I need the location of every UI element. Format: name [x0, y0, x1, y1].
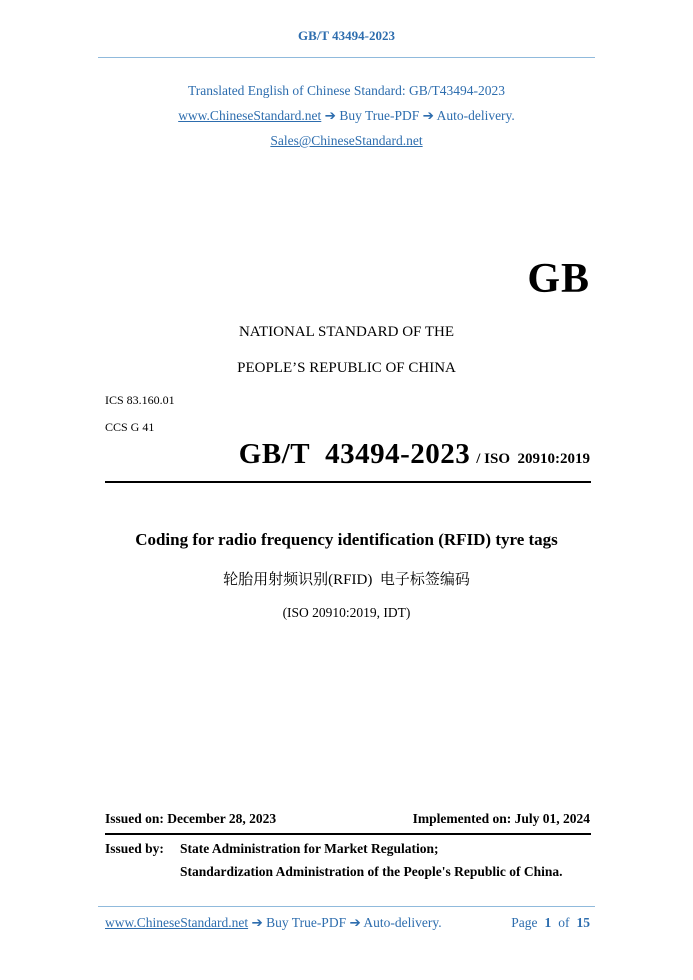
standard-number-main: GB/T 43494-2023 — [238, 438, 471, 470]
iso-idt-note: (ISO 20910:2019, IDT) — [282, 605, 411, 620]
email-link[interactable]: Sales@ChineseStandard.net — [270, 133, 423, 148]
of-label: of — [558, 915, 570, 930]
standard-number — [239, 438, 590, 471]
implemented-on-date: Implemented on: July 01, 2024 — [412, 811, 590, 826]
standard-number-underline — [105, 481, 591, 483]
footer-site-link[interactable]: www.ChineseStandard.net — [105, 915, 249, 930]
national-standard-line2: PEOPLE’S REPUBLIC OF CHINA — [237, 360, 456, 376]
header-site-line — [0, 108, 693, 124]
header-doc-number: GB/T 43494-2023 — [298, 28, 395, 43]
issued-by-label: Issued by: — [105, 841, 164, 856]
footer-divider — [98, 906, 595, 907]
page-label: Page — [511, 915, 538, 930]
standard-number-iso: / ISO 20910:2019 — [476, 451, 590, 467]
ics-code: ICS 83.160.01 — [105, 393, 175, 407]
page-total: 15 — [576, 915, 590, 930]
header-email-line — [0, 133, 693, 149]
page-current: 1 — [544, 915, 552, 930]
footer — [105, 915, 590, 931]
footer-site-line — [105, 915, 442, 931]
header-translated-line: Translated English of Chinese Standard: GB/T43494-2023 — [187, 83, 506, 98]
gb-logo: GB — [527, 256, 590, 302]
header-site-rest: ➔ Buy True-PDF ➔ Auto-delivery. — [321, 108, 515, 123]
issue-dates-row — [105, 811, 590, 827]
national-standard-line1: NATIONAL STANDARD OF THE — [238, 324, 455, 340]
issued-by-line1: State Administration for Market Regulation; — [180, 841, 439, 856]
issue-divider — [105, 833, 591, 835]
document-title-zh: 轮胎用射频识别(RFID) 电子标签编码 — [223, 572, 470, 588]
header-divider — [98, 57, 595, 58]
page-indicator — [504, 915, 590, 931]
ccs-code: CCS G 41 — [105, 420, 155, 434]
issued-on-date: Issued on: December 28, 2023 — [105, 811, 277, 826]
site-link[interactable]: www.ChineseStandard.net — [178, 108, 322, 123]
issued-by-line2: Standardization Administration of the People's Republic of China. — [180, 864, 563, 879]
document-title-en: Coding for radio frequency identification (RFID) tyre tags — [135, 530, 558, 549]
footer-site-rest: ➔ Buy True-PDF ➔ Auto-delivery. — [248, 915, 442, 930]
